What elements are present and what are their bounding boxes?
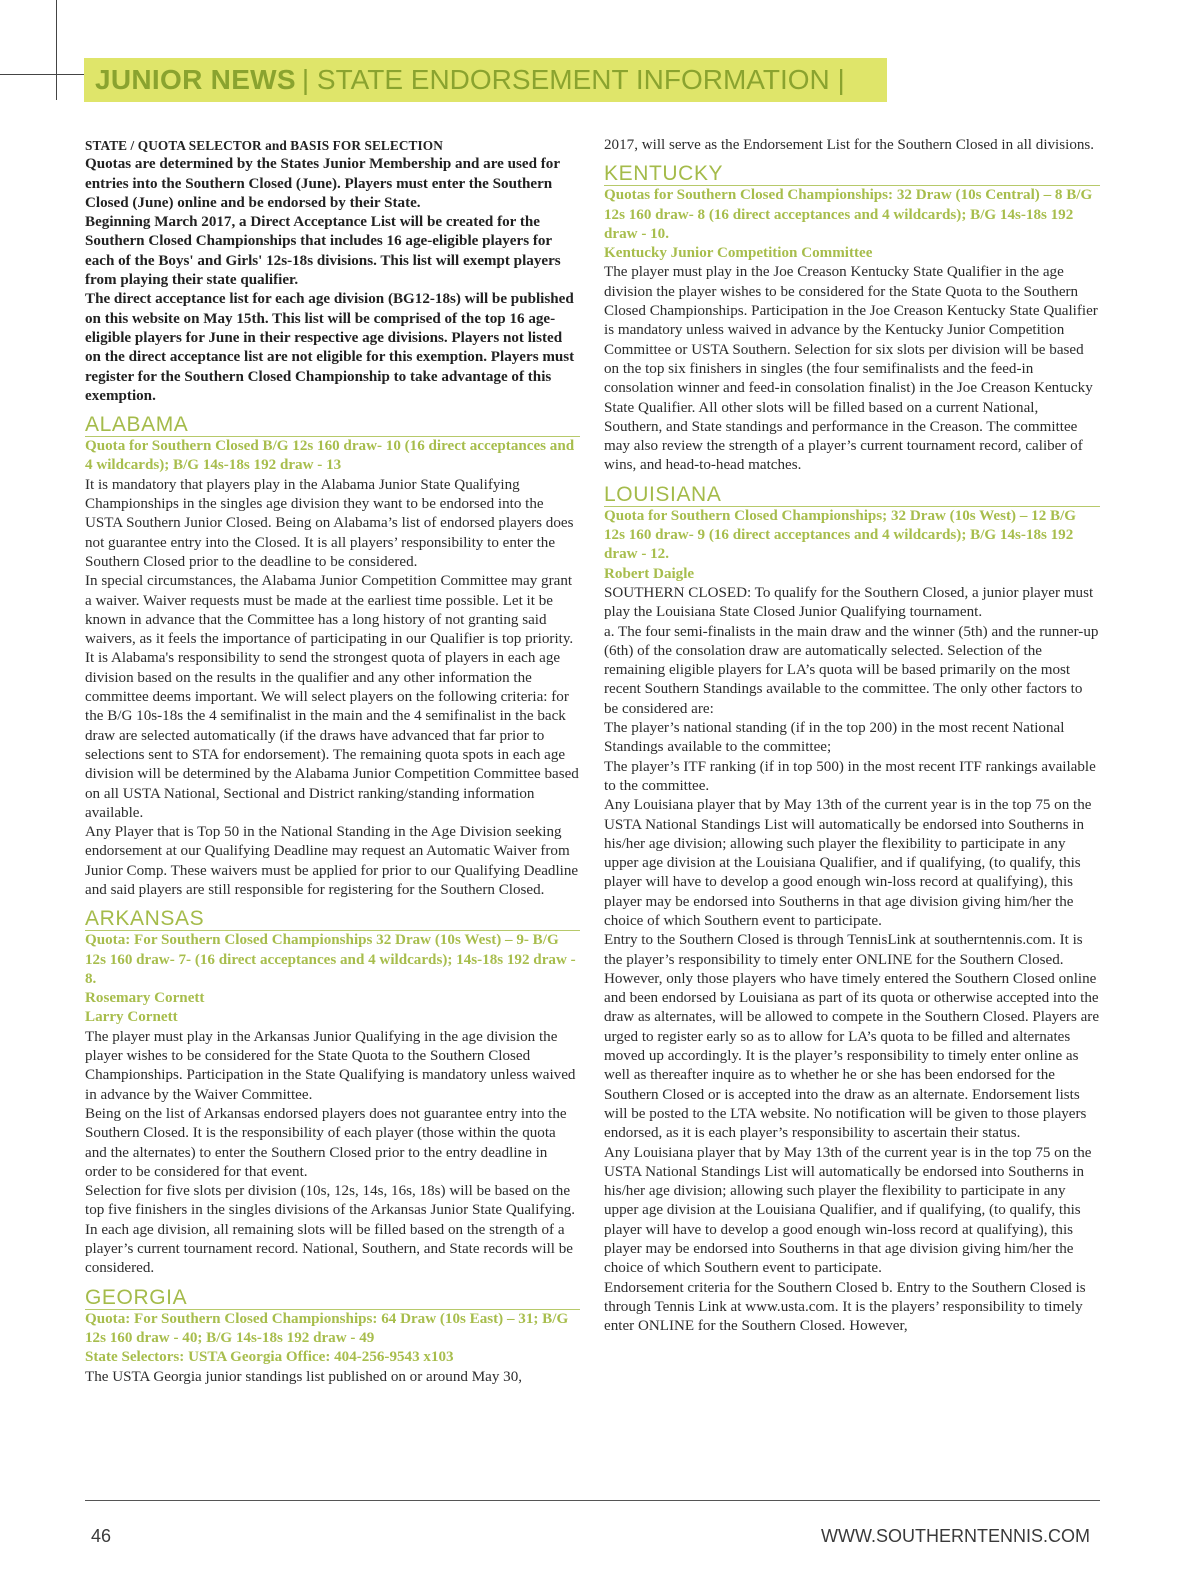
- arkansas-paragraph: Selection for five slots per division (10s, 12s, 14s, 16s, 18s) will be based on the top five finishers in the singles divisions of the Arkansas Junior State Qualifying. In each age division, all remaining slots will be filled based on the strength of a player’s current tournament record. National, Southern, and State records will be considered.: [85, 1183, 576, 1277]
- louisiana-paragraph: The player’s ITF ranking (if in top 500) in the most recent ITF rankings available to the committee.: [604, 758, 1096, 794]
- louisiana-paragraph: The player’s national standing (if in the top 200) in the most recent National Standings available to the committee;: [604, 720, 1065, 756]
- louisiana-paragraph: Endorsement criteria for the Southern Closed b. Entry to the Southern Closed is through Tennis Link at www.usta.com. It is the players’ responsibility to timely enter ONLINE for the Southern Closed. However,: [604, 1279, 1086, 1335]
- georgia-paragraph: The USTA Georgia junior standings list published on or around May 30,: [85, 1368, 523, 1385]
- arkansas-contact: Larry Cornett: [85, 1009, 178, 1026]
- kentucky-paragraph: The player must play in the Joe Creason Kentucky State Qualifier in the age division the player wishes to be considered for the State Quota to the Southern Closed Championships. Participation in the Joe Creason Kentucky State Qualifier is mandatory unless waived in advance by the Kentucky Junior Competition Committee or USTA Southern. Selection for six slots per division will be based on the top six finishers in singles (the four semifinalists and the feed-in consolation winner and feed-in consolation finalist) in the Joe Creason Kentucky State Qualifier. All other slots will be filled based on a current National, Southern, and State standings and performance in the Creason. The committee may also review the strength of a player’s current tournament record, caliber of wins, and head-to-head matches.: [604, 264, 1098, 474]
- crop-mark-vertical: [56, 0, 57, 100]
- crop-mark-horizontal: [0, 74, 84, 75]
- page-number: 46: [91, 1526, 112, 1546]
- footer-divider: [85, 1500, 1100, 1501]
- intro-paragraph: The direct acceptance list for each age division (BG12-18s) will be published on this website on May 15th. This list will be comprised of the top 16 age-eligible players for June in their respective age divisions. Players not listed on the direct acceptance list are not eligible for this exemption. Players must register for the Southern Closed Championship to take advantage of this exemption.: [85, 291, 575, 404]
- georgia-selectors: State Selectors: USTA Georgia Office: 404-256-9543 x103: [85, 1349, 454, 1366]
- kentucky-quota: Quotas for Southern Closed Championships: 32 Draw (10s Central) – 8 B/G 12s 160 draw- 8 (16 direct acceptances and 4 wildcards); B/G 14s-18s 192 draw - 10.: [604, 187, 1093, 242]
- arkansas-paragraph: Being on the list of Arkansas endorsed players does not guarantee entry into the Southern Closed. It is the responsibility of each player (those within the quota and the alternates) to enter the Southern Closed prior to the entry deadline in order to be considered for that event.: [85, 1105, 567, 1180]
- louisiana-paragraph: Entry to the Southern Closed is through TennisLink at southerntennis.com. It is the player’s responsibility to timely enter ONLINE for the Southern Closed. However, only those players who have timely entered the Southern Closed online and been endorsed by Louisiana as part of its quota or otherwise accepted into the draw as alternates, will be allowed to compete in the Southern Closed. Players are urged to register early so as to allow for LA’s quota to be filled and alternates moved up accordingly. It is the player’s responsibility to timely enter online as well as thereafter inquire as to whether he or she has been endorsed for the Southern Closed or is accepted into the draw as an alternate. Endorsement lists will be posted to the LTA website. No notification will be given to those players endorsed, as it is each player’s responsibility to ascertain their status.: [604, 932, 1100, 1142]
- state-heading-georgia: GEORGIA: [85, 1286, 580, 1310]
- footer-website: WWW.SOUTHERNTENNIS.COM: [821, 1526, 1090, 1546]
- section-label: JUNIOR NEWS: [95, 64, 296, 95]
- page-title: | STATE ENDORSEMENT INFORMATION |: [301, 64, 845, 95]
- louisiana-paragraph: a. The four semi-finalists in the main draw and the winner (5th) and the runner-up (6th) of the consolation draw are automatically selected. Selection of the remaining eligible players for LA’s quota will be based primarily on the most recent Southern Standings available to the committee. The only other factors to be considered are:: [604, 623, 1099, 717]
- louisiana-contact: Robert Daigle: [604, 565, 695, 582]
- left-column: [85, 136, 580, 1387]
- alabama-paragraph: Any Player that is Top 50 in the National Standing in the Age Division seeking endorsement at our Qualifying Deadline may request an Automatic Waiver from Junior Comp. These waivers must be applied for prior to our Qualifying Deadline and said players are still responsible for registering for the Southern Closed.: [85, 824, 579, 898]
- louisiana-quota: Quota for Southern Closed Championships; 32 Draw (10s West) – 12 B/G 12s 160 draw- 9 (16 direct acceptances and 4 wildcards); B/G 14s-18s 192 draw - 12.: [604, 507, 1077, 563]
- louisiana-paragraph: SOUTHERN CLOSED: To qualify for the Southern Closed, a junior player must play the Louisiana State Closed Junior Qualifying tournament.: [604, 584, 1094, 621]
- state-heading-alabama: ALABAMA: [85, 413, 580, 437]
- alabama-paragraph: It is Alabama's responsibility to send the strongest quota of players in each age division based on the results in the qualifier and any other information the committee deems important. We will select players on the following criteria: for the B/G 10s-18s the 4 semifinalist in the main and the 4 semifinalist in the back draw are selected automatically (if the draws have advanced that far prior to selections sent to STA for endorsement). The remaining quota spots in each age division will be determined by the Alabama Junior Competition Committee based on all USTA National, Sectional and District ranking/standing information available.: [85, 650, 579, 821]
- alabama-quota: Quota for Southern Closed B/G 12s 160 draw- 10 (16 direct acceptances and 4 wildcards); B/G 14s-18s 192 draw - 13: [85, 438, 575, 474]
- alabama-paragraph: It is mandatory that players play in the Alabama Junior State Qualifying Championships in the singles age division they want to be endorsed into the USTA Southern Junior Closed. Being on Alabama’s list of endorsed players does not guarantee entry into the Closed. It is all players’ responsibility to enter the Southern Closed prior to the deadline to be considered.: [85, 476, 574, 570]
- state-heading-kentucky: KENTUCKY: [604, 162, 1100, 186]
- right-column: [604, 136, 1100, 1337]
- kentucky-committee: Kentucky Junior Competition Committee: [604, 245, 873, 262]
- section-banner: [84, 58, 887, 102]
- georgia-paragraph-continued: 2017, will serve as the Endorsement List for the Southern Closed in all divisions.: [604, 137, 1095, 153]
- louisiana-paragraph: Any Louisiana player that by May 13th of the current year is in the top 75 on the USTA National Standings List will automatically be endorsed into Southerns in his/her age division; allowing such player the flexibility to participate in any upper age division at the Louisiana Qualifier, and if qualifying, (to qualify, this player will have to develop a good enough win-loss record at qualifying), this player may be endorsed into Southerns in that age division giving him/her the choice of which Southern event to participate.: [604, 797, 1092, 929]
- state-heading-louisiana: LOUISIANA: [604, 483, 1100, 507]
- state-heading-arkansas: ARKANSAS: [85, 907, 580, 931]
- arkansas-paragraph: The player must play in the Arkansas Junior Qualifying in the age division the player wishes to be considered for the State Quota to the Southern Closed Championships. Participation in the State Qualifying is mandatory unless waived in advance by the Waiver Committee.: [85, 1028, 576, 1103]
- intro-paragraph: Quotas are determined by the States Junior Membership and are used for entries into the Southern Closed (June). Players must enter the Southern Closed (June) online and be endorsed by their State.: [85, 156, 560, 211]
- louisiana-paragraph: Any Louisiana player that by May 13th of the current year is in the top 75 on the USTA National Standings List will automatically be endorsed into Southerns in his/her age division; allowing such player the flexibility to participate in any upper age division at the Louisiana Qualifier, and if qualifying, (to qualify, this player will have to develop a good enough win-loss record at qualifying), this player may be endorsed into Southerns in that age division giving him/her the choice of which Southern event to participate.: [604, 1144, 1092, 1277]
- intro-paragraph: Beginning March 2017, a Direct Acceptance List will be created for the Southern Closed Championships that includes 16 age-eligible players for each of the Boys' and Girls' 12s-18s divisions. This list will exempt players from playing their state qualifier.: [85, 214, 561, 289]
- intro-heading: STATE / QUOTA SELECTOR and BASIS FOR SELECTION: [85, 138, 443, 153]
- alabama-paragraph: In special circumstances, the Alabama Junior Competition Committee may grant a waiver. Waiver requests must be made at the earliest time possible. Let it be known in advance that the Committee has a long history of not granting said waivers, as it feels the importance of participating in our Qualifier is top priority.: [85, 573, 574, 648]
- arkansas-contact: Rosemary Cornett: [85, 990, 205, 1007]
- arkansas-quota: Quota: For Southern Closed Championships 32 Draw (10s West) – 9- B/G 12s 160 draw- 7- (16 direct acceptances and 4 wildcards); 14s-18s 192 draw - 8.: [85, 932, 576, 987]
- georgia-quota: Quota: For Southern Closed Championships: 64 Draw (10s East) – 31; B/G 12s 160 draw - 40; B/G 14s-18s 192 draw - 49: [85, 1310, 569, 1346]
